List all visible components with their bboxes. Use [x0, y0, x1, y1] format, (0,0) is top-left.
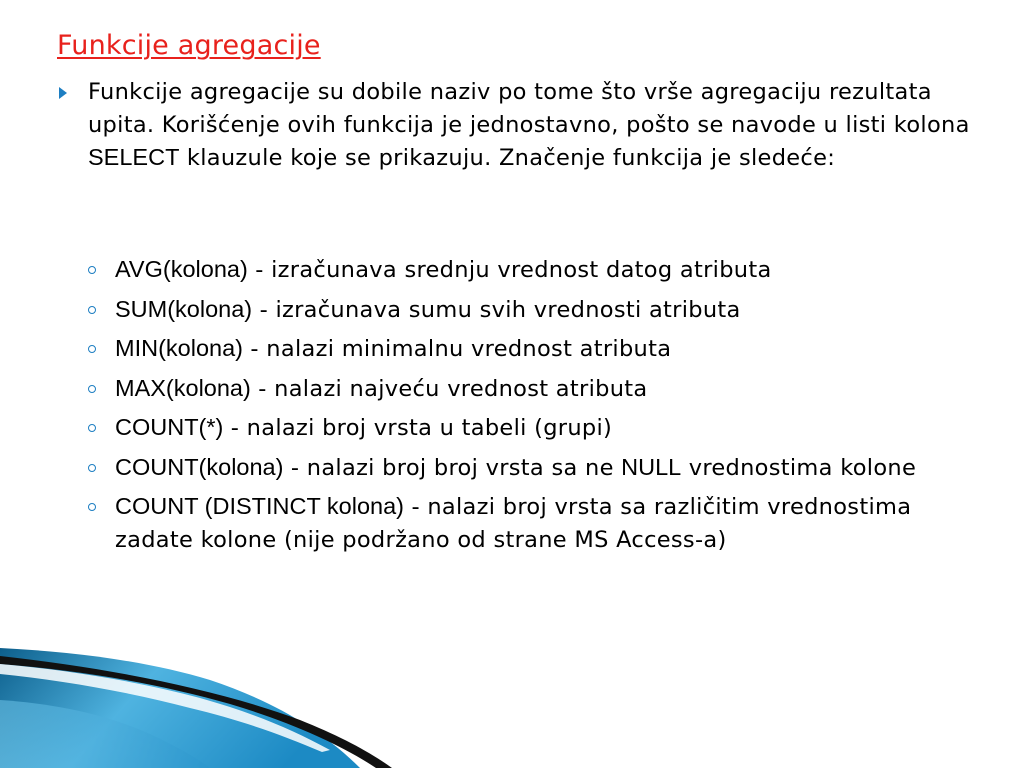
null-keyword: NULL	[621, 453, 682, 480]
list-item	[85, 411, 965, 445]
function-keyword: COUNT (DISTINCT kolona)	[115, 493, 405, 519]
intro-paragraph	[57, 76, 992, 175]
function-keyword: SUM(kolona)	[115, 295, 253, 322]
circle-bullet-icon	[88, 424, 96, 432]
list-item	[85, 451, 965, 485]
circle-bullet-icon	[88, 306, 96, 314]
function-keyword: COUNT(*)	[115, 414, 224, 440]
function-keyword: MIN(kolona)	[115, 335, 243, 361]
circle-bullet-icon	[88, 345, 96, 353]
list-item	[85, 293, 965, 327]
list-item	[85, 332, 965, 366]
circle-bullet-icon	[88, 464, 96, 472]
circle-bullet-icon	[88, 503, 96, 511]
function-keyword: AVG(kolona)	[115, 256, 248, 282]
function-description: - nalazi minimalnu vrednost atributa	[242, 336, 672, 362]
function-description: - nalazi broj broj vrsta sa ne	[283, 454, 622, 481]
slide-title: Funkcije agregacije	[57, 30, 321, 61]
function-keyword: MAX(kolona)	[115, 374, 251, 401]
aggregate-function-list	[85, 253, 965, 562]
function-description: - izračunava sumu svih vrednosti atributa	[252, 296, 741, 323]
function-description: - nalazi najveću vrednost atributa	[250, 375, 648, 402]
function-keyword: COUNT(kolona)	[115, 453, 284, 480]
function-description: - izračunava srednju vrednost datog atributa	[247, 257, 772, 283]
list-item	[85, 490, 965, 556]
intro-text-before: Funkcije agregacije su dobile naziv po tome što vrše agregaciju rezultata upita. Korišćenje ovih funkcija je jednostavno, pošto se navode u listi kolona	[88, 79, 970, 138]
function-description: - nalazi broj vrsta u tabeli (grupi)	[223, 415, 613, 441]
list-item	[85, 253, 965, 287]
function-description: - nalazi broj vrsta sa različitim vrednostima zadate kolone (nije podržano od strane MS Access-a)	[115, 494, 912, 553]
intro-text-after: klauzule koje se prikazuju. Značenje funkcija je sledeće:	[179, 145, 836, 171]
triangle-bullet-icon	[59, 87, 67, 99]
circle-bullet-icon	[88, 385, 96, 393]
circle-bullet-icon	[88, 266, 96, 274]
intro-block	[57, 76, 992, 175]
function-description-continued: vrednostima kolone	[681, 454, 917, 481]
list-item	[85, 372, 965, 406]
intro-keyword: SELECT	[88, 144, 180, 170]
